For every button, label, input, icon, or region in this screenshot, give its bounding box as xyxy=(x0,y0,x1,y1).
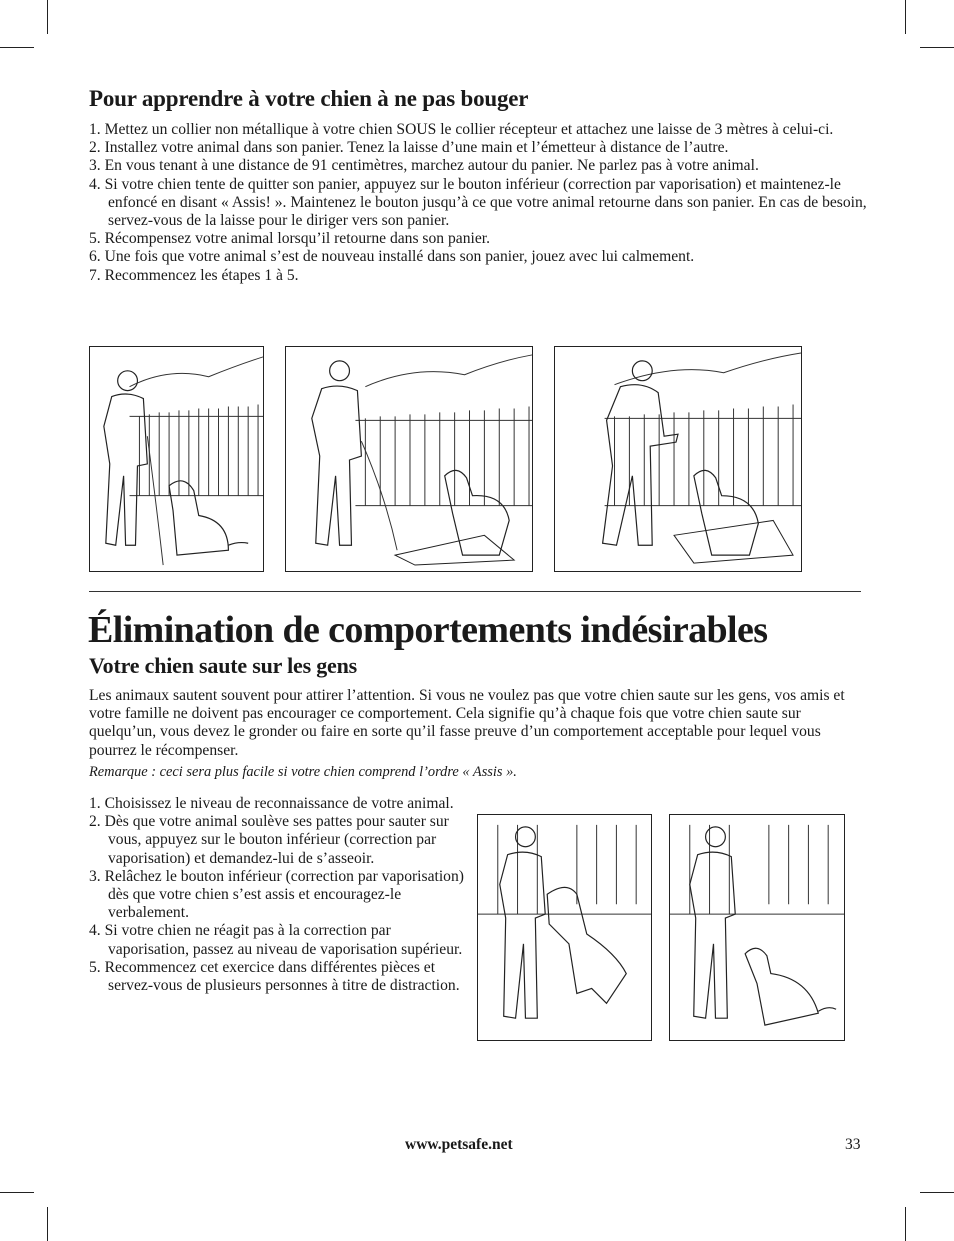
crop-mark xyxy=(920,47,954,48)
list-item: 1. Choisissez le niveau de reconnaissance de votre animal. xyxy=(89,795,454,812)
section-divider xyxy=(89,591,861,592)
illustration-dog-sitting-beside-man xyxy=(669,814,845,1041)
list-item: 6. Une fois que votre animal s’est de nouveau installé dans son panier, jouez avec lui calmement. xyxy=(89,248,695,266)
crop-mark xyxy=(0,47,34,48)
section-subtitle-jumping: Votre chien saute sur les gens xyxy=(89,653,357,678)
illustration-dog-jumping-on-man xyxy=(477,814,652,1041)
list-item: 2. Dès que votre animal soulève ses pattes pour sauter sur vous, appuyez sur le bouton inférieur (correction par vaporisation) et demandez-lui de s’asseoir. xyxy=(89,813,449,867)
list-item: 1. Mettez un collier non métallique à votre chien SOUS le collier récepteur et attachez une laisse de 3 mètres à celui-ci. xyxy=(89,121,834,138)
list-item: 5. Recommencez cet exercice dans différentes pièces et servez-vous de plusieurs personnes à titre de distraction. xyxy=(89,958,460,995)
remark-note: Remarque : ceci sera plus facile si votre chien comprend l’ordre « Assis ». xyxy=(89,764,517,780)
crop-mark xyxy=(47,0,48,34)
list-item: 2. Installez votre animal dans son panier. Tenez la laisse d’une main et l’émetteur à distance de l’autre. xyxy=(89,139,729,157)
stay-steps-list xyxy=(89,121,879,285)
jumping-steps-list xyxy=(89,795,469,995)
page-number: 33 xyxy=(845,1136,861,1153)
crop-mark xyxy=(905,1207,906,1241)
illustration-man-pressing-remote xyxy=(554,346,802,572)
crop-mark xyxy=(0,1192,34,1193)
list-item: 5. Récompensez votre animal lorsqu’il retourne dans son panier. xyxy=(89,230,490,248)
footer-website-url: www.petsafe.net xyxy=(405,1136,513,1153)
list-item: 4. Si votre chien tente de quitter son panier, appuyez sur le bouton inférieur (correction par vaporisation) et maintenez-le enfoncé en disant « Assis! ». Maintenez le bouton jusqu’à ce que votre animal retourne dans son panier. En cas de besoin, servez-vous de la laisse pour le diriger vers son panier. xyxy=(89,175,867,230)
page-title: Élimination de comportements indésirables xyxy=(88,609,768,651)
illustration-man-walking-dog-leaving xyxy=(285,346,533,572)
crop-mark xyxy=(920,1192,954,1193)
list-item: 3. Relâchez le bouton inférieur (correction par vaporisation) dès que votre chien s’est assis et encouragez-le verbalement. xyxy=(89,867,464,922)
intro-paragraph: Les animaux sautent souvent pour attirer l’attention. Si vous ne voulez pas que votre chien saute sur les gens, vos amis et votre famille ne doivent pas encourager ce comportement. Cela signifie qu’à chaque fois que votre chien saute sur quelqu’un, vous devez le gronder ou faire en sorte qu’il fasse preuve d’un comportement acceptable pour lequel vous pourrez le récompenser. xyxy=(89,687,845,759)
list-item: 4. Si votre chien ne réagit pas à la correction par vaporisation, passez au niveau de vaporisation supérieur. xyxy=(89,922,463,958)
crop-mark xyxy=(905,0,906,34)
crop-mark xyxy=(47,1207,48,1241)
illustration-man-holding-leash xyxy=(89,346,264,572)
list-item: 7. Recommencez les étapes 1 à 5. xyxy=(89,266,299,284)
section-title-stay: Pour apprendre à votre chien à ne pas bouger xyxy=(89,86,529,111)
list-item: 3. En vous tenant à une distance de 91 centimètres, marchez autour du panier. Ne parlez pas à votre animal. xyxy=(89,157,759,175)
